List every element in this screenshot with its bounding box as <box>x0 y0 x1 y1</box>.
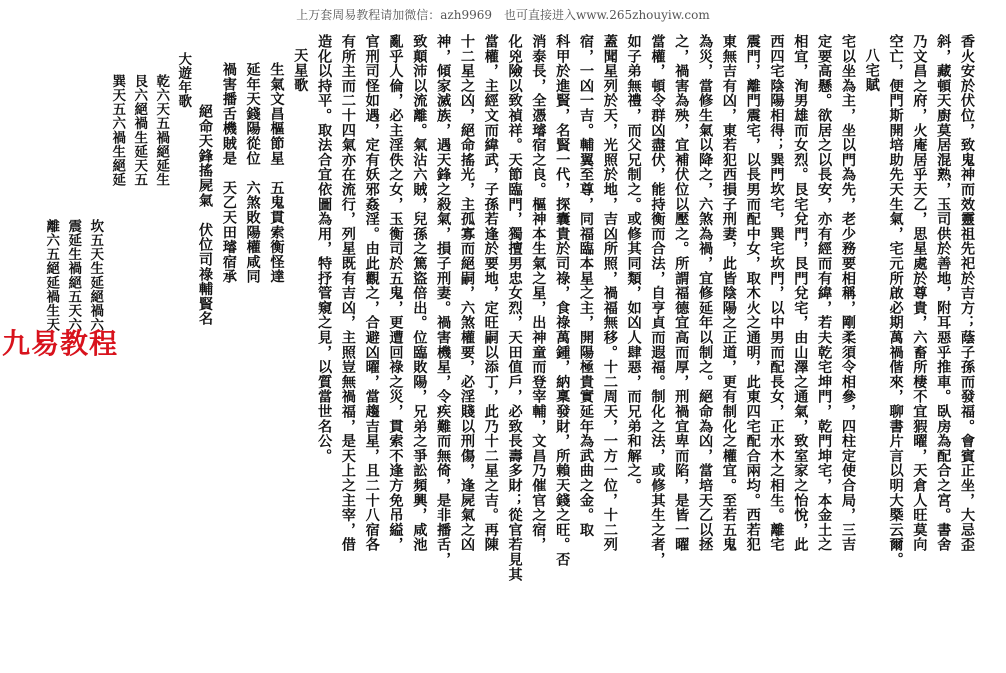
text-column: 十二星之凶，絕命搖光，主孤寡而絕嗣，六煞權要，必淫賤以刑傷，逢屍氣之凶 <box>458 34 475 552</box>
text-column: 乃文昌之府，火庵居乎天乙，思星處於尊貴，六畜所棲不宜猳曜，天倉人旺莫向 <box>911 34 928 552</box>
text-column: 當權，主經文而緯武，子孫若逢於要地，定旺嗣以添丁，此乃十二星之吉。再陳 <box>482 34 499 552</box>
text-column: 宅以坐為主，坐以門為先，老少務要相稱，剛柔須令相參，四柱定使合局，三吉 <box>839 34 856 552</box>
text-column: 延年天錢陽從位 六煞敗陽權咸同 <box>244 62 261 284</box>
watermark-logo: 九易教程 <box>2 327 119 360</box>
text-column: 之，禍害為殃，宜補伏位以壓之。所謂福德宜高而厚，刑禍宜卑而陷，是皆一曜 <box>673 34 690 552</box>
text-column: 生氣文昌樞節星 五鬼貫索衡怪達 <box>268 62 285 284</box>
youge-line: 離六五絕延禍生天 <box>43 219 60 332</box>
text-column: 宿，一凶一吉。輔翼至尊，同福臨本星之主，開陽極貴實延年為武曲之金。取 <box>578 34 594 538</box>
text-column: 科甲於進賢，名賢一代，探囊貴於司祿，食祿萬鍾，納稟發財，所賴天錢之旺。否 <box>554 34 571 567</box>
youge-line: 乾六天五禍絕延生 <box>153 74 170 187</box>
text-column: 當權，頓令群凶盡伏，能持衡而合法，自亨貞而遐福。制化之法，或修其生之者， <box>649 34 666 567</box>
text-column: 相宜，洵男雄而女烈。艮宅兌門，艮門兌宅，由山澤之通氣，致室家之怡悅，此 <box>792 34 809 552</box>
section-title: 天星歌 <box>292 48 309 93</box>
text-column: 定要高懸。欲居之以長安，亦有經而有緯，若夫乾宅坤門，乾門坤宅，本金土之 <box>816 34 833 552</box>
text-column: 亂乎人倫，必主淫佚之女，玉衡司於五鬼，更遭回祿之災，貫索不逢方免吊縊， <box>387 34 404 552</box>
text-column: 化兇險以致禎祥。天節臨門，獨擅男忠女烈，天田值戶，必致長壽多財；從官若見其 <box>506 34 523 582</box>
text-column: 震門，離門震宅，以長男而配中女，取木火之通明，此東四宅配合兩均。西若犯 <box>744 34 761 552</box>
text-column: 禍害播舌機賊是 天乙天田璿宿承 <box>220 62 237 284</box>
text-column: 為災，當修生氣以降之，六煞為禍，宜修延年以制之。絕命為凶，當培天乙以拯 <box>697 34 714 552</box>
text-column: 神，傾家滅族，遇天鋒之殺氣，損子刑妻。禍害機星，令疾難而無倚，是非播舌， <box>435 34 452 567</box>
section-title: 八宅賦 <box>863 48 880 93</box>
youge-line: 震延生禍絕五天六 <box>65 219 82 332</box>
text-column: 有所主而二十四氣亦在流行，列星既有吉凶，主照豈無禍福，是天上之主宰，借 <box>339 34 356 552</box>
text-column: 香火安於伏位，致鬼神而效靈祖先祀於吉方；蔭子孫而發福。會賓正坐，大忌歪 <box>959 34 975 552</box>
text-column: 蓋聞星列於天，光照於地，吉凶所照，禍福無移。十二周天，一方一位，十二列 <box>601 34 618 552</box>
text-column: 空亡，便門斯開培助先天生氣，宅元所啟必期萬禍偕來，聊書片言以明大槩云爾。 <box>887 34 904 567</box>
scanned-page <box>40 34 980 594</box>
youge-line: 坎五天生延絕禍六 <box>87 219 104 332</box>
text-column: 致顛沛以流離。氣沾六賊，兒孫之篤盜倍出。位臨敗陽，兄弟之爭訟頻興，咸池 <box>411 34 428 552</box>
text-column: 絕命天鋒搖屍氣 伏位司祿輔賢名 <box>197 104 213 326</box>
text-column: 西四宅陰陽相得；巽門坎宅，巽宅坎門，以中男而配長女，正水木之相生。離宅 <box>768 34 785 552</box>
youge-line: 艮六絕禍生延天五 <box>131 74 148 187</box>
text-column: 消泰長，全憑璿宿之良。樞神本生氣之星，出神童而登宰輔，文昌乃催官之宿， <box>530 34 547 552</box>
youge-song-block <box>40 34 194 594</box>
text-column: 東無吉有凶，東若犯西損子刑妻，此皆陰陽之正道，更有制化之權宜。至若五鬼 <box>720 34 737 552</box>
text-column: 斜，藏頓天廚莫居混熟，玉司供於善地，附耳惡乎推車。臥房為配合之宮。書舍 <box>935 34 952 552</box>
youge-line: 巽天五六禍生絕延 <box>109 74 126 187</box>
download-banner: 上万套周易教程请加微信：azh9969 也可直接进入www.265zhouyiw.com <box>296 8 710 22</box>
text-column: 官刑司怪如遇，定有妖邪姦淫。由此觀之，合避凶曜，當趨吉星，且二十八宿各 <box>363 34 380 552</box>
text-column: 造化以持平。取法合宜依圖為用，特抒管窺之見，以質當世名公。 <box>316 34 333 464</box>
youge-title: 大遊年歌 <box>175 52 192 109</box>
text-column: 如子弟無禮，而父兄制之。或修其同類，如凶人肆惡，而兄弟和解之。 <box>625 34 642 493</box>
